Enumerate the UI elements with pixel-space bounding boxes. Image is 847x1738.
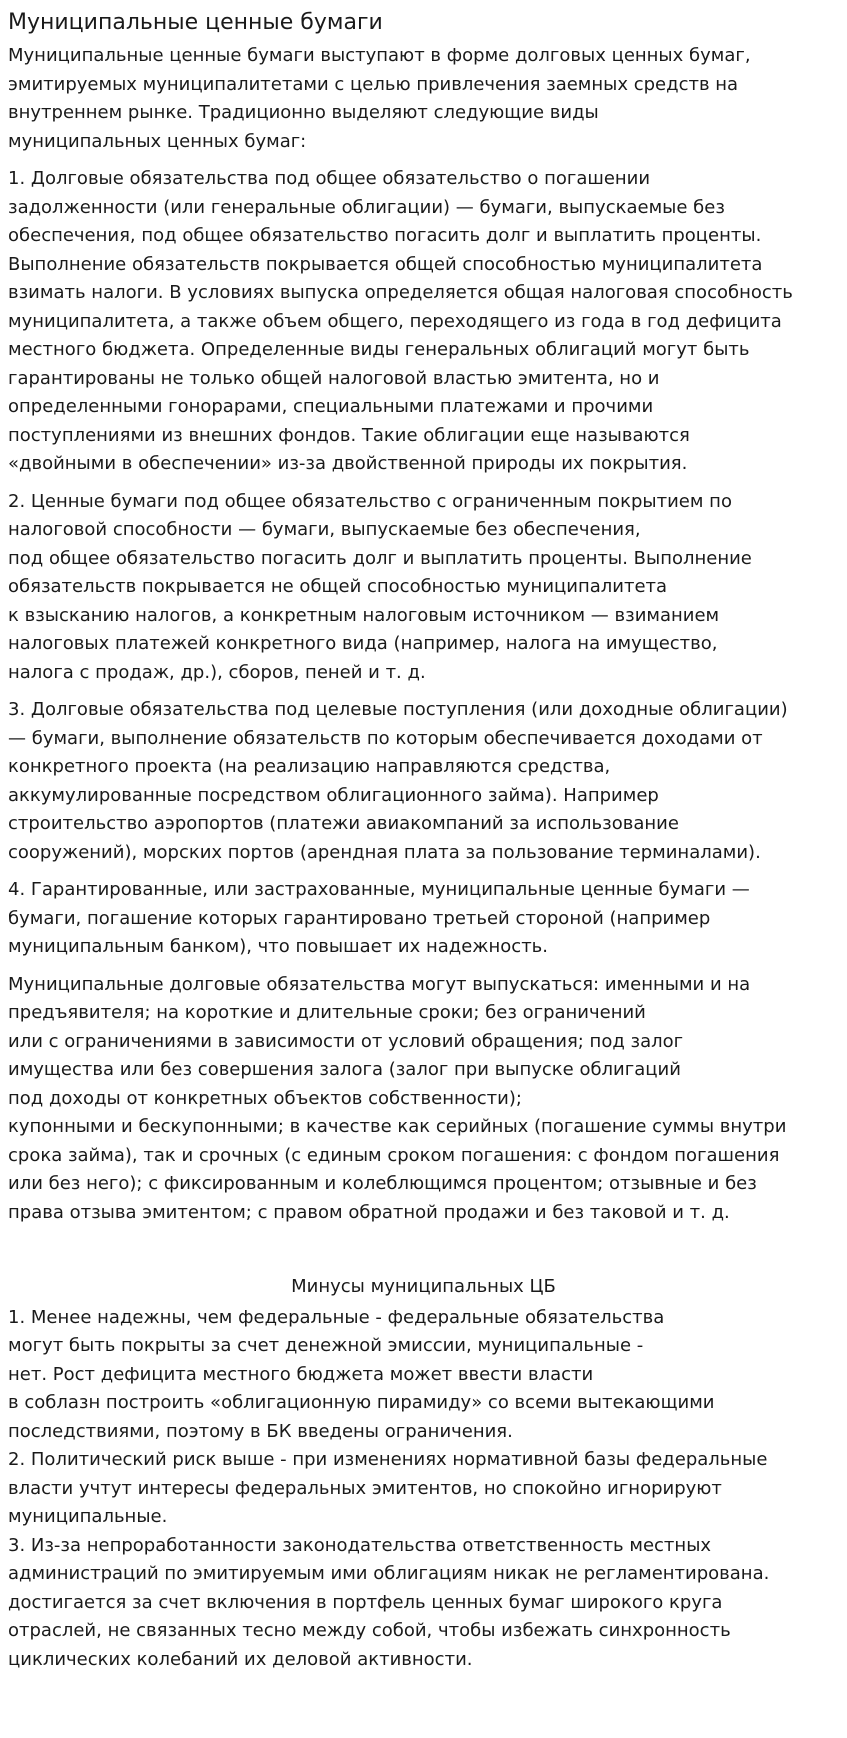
section-spacer: [8, 1236, 839, 1273]
minus-item-3: 3. Из-за непроработанности законодательства ответственность местных администраций по эмитируемым ими облигациям никак не регламентирована. достигается за счет включения в портфель ценных бумаг широкого круга отраслей, не связанных тесно между собой, чтобы избежать синхронность циклических колебаний их деловой активности.: [8, 1534, 770, 1670]
minus-item-1: 1. Менее надежны, чем федеральные - федеральные обязательства могут быть покрыты за счет денежной эмиссии, муниципальные - нет. Рост дефицита местного бюджета может ввести власти в соблазн построить «облигационную пирамиду» со всеми вытекающими последствиями, поэтому в БК введены ограничения.: [8, 1306, 715, 1442]
minus-item-2: 2. Политический риск выше - при изменениях нормативной базы федеральные власти учтут интересы федеральных эмитентов, но спокойно игнорируют муниципальные.: [8, 1449, 768, 1527]
list-item-3: 3. Долговые обязательства под целевые поступления (или доходные облигации) — бумаги, выполнение обязательств по которым обеспечивается доходами от конкретного проекта (на реализацию направляются средства, аккумулированные посредством облигационного займа). Например строительство аэропортов (платежи авиакомпаний за использование сооружений), морских портов (арендная плата за пользование терминалами).: [8, 699, 788, 863]
closing-paragraph: Муниципальные долговые обязательства могут выпускаться: именными и на предъявителя; на короткие и длительные сроки; без ограничений или с ограничениями в зависимости от условий обращения; под залог имущества или без совершения залога (залог при выпуске облигаций под доходы от конкретных объектов собственности); купонными и бескупонными; в качестве как серийных (погашение суммы внутри срока займа), так и срочных (с единым сроком погашения: с фондом погашения или без него); с фиксированным и колеблющимся процентом; отзывные и без права отзыва эмитентом; с правом обратной продажи и без таковой и т. д.: [8, 973, 787, 1223]
minuses-list: [8, 1304, 839, 1675]
list-item-4: 4. Гарантированные, или застрахованные, муниципальные ценные бумаги — бумаги, погашение которых гарантировано третьей стороной (например муниципальным банком), что повышает их надежность.: [8, 879, 750, 957]
minuses-heading: Минусы муниципальных ЦБ: [291, 1276, 556, 1297]
list-item-2: 2. Ценные бумаги под общее обязательство с ограниченным покрытием по налоговой способности — бумаги, выпускаемые без обеспечения, под общее обязательство погасить долг и выплатить проценты. Выполнение обязательств покрывается не общей способностью муниципалитета к взысканию налогов, а конкретным налоговым источником — взиманием налоговых платежей конкретного вида (например, налога на имущество, налога с продаж, др.), сборов, пеней и т. д.: [8, 490, 752, 683]
list-item-1: 1. Долговые обязательства под общее обязательство о погашении задолженности (или генеральные облигации) — бумаги, выпускаемые без обеспечения, под общее обязательство погасить долг и выплатить проценты. Выполнение обязательств покрывается общей способностью муниципалитета взимать налоги. В условиях выпуска определяется общая налоговая способность муниципалитета, а также объем общего, переходящего из года в год дефицита местного бюджета. Определенные виды генеральных облигаций могут быть гарантированы не только общей налоговой властью эмитента, но и определенными гонорарами, специальными платежами и прочими поступлениями из внешних фондов. Такие облигации еще называются «двойными в обеспечении» из-за двойственной природы их покрытия.: [8, 168, 793, 474]
intro-paragraph: Муниципальные ценные бумаги выступают в форме долговых ценных бумаг, эмитируемых муниципалитетами с целью привлечения заемных средств на внутреннем рынке. Традиционно выделяют следующие виды муниципальных ценных бумаг:: [8, 45, 751, 152]
page-title: Муниципальные ценные бумаги: [8, 10, 383, 35]
